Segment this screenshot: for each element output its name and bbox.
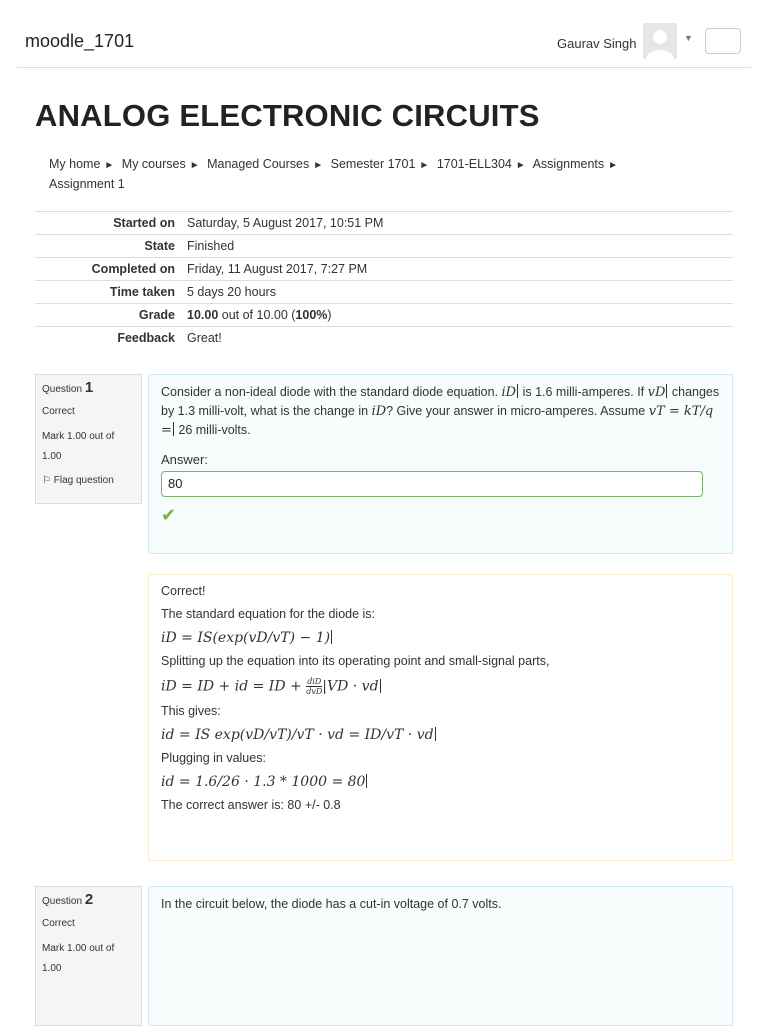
math-cursor: [435, 727, 436, 741]
feedback-equation: [161, 677, 720, 696]
summary-label: Completed on: [35, 258, 181, 281]
fraction-numerator: diD: [307, 677, 322, 686]
breadcrumb-semester[interactable]: Semester 1701: [330, 157, 416, 171]
math-vD: vD: [647, 385, 666, 400]
summary-row: [35, 327, 733, 350]
question-number-value: 2: [84, 891, 94, 908]
equation-text: iD = ID + id = ID +: [161, 678, 307, 695]
question-label: Question: [42, 384, 83, 395]
math-cursor: [380, 679, 381, 693]
grade-value: [181, 304, 733, 327]
summary-value: Great!: [181, 327, 733, 350]
breadcrumb-assignments[interactable]: Assignments: [532, 157, 605, 171]
question-1-feedback: [148, 574, 733, 861]
breadcrumb-separator: ►: [189, 160, 200, 171]
feedback-equation: [161, 727, 720, 743]
correct-answer-tolerance: +/- 0.8: [304, 798, 341, 812]
summary-row: [35, 235, 733, 258]
navbar: [0, 0, 768, 68]
feedback-text: Splitting up the equation into its operating point and small-signal parts,: [161, 654, 550, 668]
breadcrumb-separator: ►: [419, 160, 430, 171]
question-label: Question: [42, 896, 83, 907]
summary-label: Grade: [35, 304, 181, 327]
fraction-denominator: dvD: [306, 687, 323, 696]
math-iD: iD: [371, 404, 387, 419]
math-cursor: [173, 422, 174, 436]
equation-text: |VD · vd: [322, 678, 379, 695]
feedback-correct: Correct!: [161, 584, 206, 598]
page-title: ANALOG ELECTRONIC CIRCUITS: [35, 98, 540, 133]
breadcrumb-assignment-1[interactable]: Assignment 1: [49, 177, 125, 191]
grade-percent: 100%: [295, 308, 328, 322]
math-vT: vT = kT/q =: [161, 404, 714, 438]
feedback-text: The standard equation for the diode is:: [161, 607, 376, 621]
question-text: In the circuit below, the diode has a cut-in voltage of 0.7 volts.: [161, 897, 502, 911]
summary-row: [35, 304, 733, 327]
question-mark: Mark 1.00 out of 1.00: [42, 943, 115, 974]
breadcrumb-separator: ►: [104, 160, 115, 171]
answer-input[interactable]: 80: [161, 471, 703, 497]
equation-text: id = IS exp(vD/vT)/vT · vd = ID/vT · vd: [161, 727, 434, 743]
site-brand-link[interactable]: moodle_1701: [25, 31, 135, 51]
feedback-equation: [161, 774, 720, 790]
caret-down-icon[interactable]: ▼: [684, 33, 693, 43]
math-iD: iD: [501, 385, 517, 400]
feedback-text: This gives:: [161, 704, 221, 718]
question-status: Correct: [42, 406, 75, 417]
breadcrumb-my-courses[interactable]: My courses: [121, 157, 186, 171]
summary-label: State: [35, 235, 181, 258]
flag-icon: ⚐: [42, 475, 51, 486]
question-2-info: [35, 886, 142, 1026]
question-1-info: [35, 374, 142, 504]
summary-value: 5 days 20 hours: [181, 281, 733, 304]
question-status: Correct: [42, 918, 75, 929]
feedback-equation: [161, 630, 720, 646]
question-mark: Mark 1.00 out of 1.00: [42, 431, 115, 462]
breadcrumb-managed-courses[interactable]: Managed Courses: [207, 157, 310, 171]
feedback-text: Plugging in values:: [161, 751, 266, 765]
math-cursor: [517, 384, 518, 398]
avatar-silhouette-icon: [643, 23, 677, 59]
breadcrumb-course[interactable]: 1701-ELL304: [436, 157, 512, 171]
check-icon: ✔: [161, 505, 177, 525]
correct-answer-text: [161, 798, 720, 813]
summary-value: Friday, 11 August 2017, 7:27 PM: [181, 258, 733, 281]
question-text: [161, 383, 720, 440]
question-text-part: 26 milli-volts.: [174, 423, 251, 437]
question-2-formulation: [148, 886, 733, 1026]
question-number-value: 1: [84, 379, 94, 396]
breadcrumb-separator: ►: [313, 160, 324, 171]
summary-row: [35, 212, 733, 235]
summary-value: Saturday, 5 August 2017, 10:51 PM: [181, 212, 733, 235]
fraction: [306, 677, 322, 696]
user-avatar-icon[interactable]: [643, 23, 677, 59]
attempt-summary-table: [35, 211, 733, 349]
question-text-part: is 1.6 milli-amperes. If: [519, 385, 648, 399]
math-cursor: [366, 774, 367, 788]
user-name-link[interactable]: Gaurav Singh: [557, 36, 637, 51]
question-1-formulation: [148, 374, 733, 554]
answer-label: Answer:: [161, 452, 208, 467]
question-text-part: Consider a non-ideal diode with the standard diode equation.: [161, 385, 502, 399]
question-number: [42, 379, 135, 396]
navbar-divider: [17, 67, 751, 68]
flag-question-link[interactable]: [42, 475, 135, 486]
breadcrumb-separator: ►: [608, 160, 619, 171]
question-text-part: ? Give your answer in micro-amperes. Assume: [386, 404, 649, 418]
grade-score: 10.00: [187, 308, 219, 322]
summary-label: Started on: [35, 212, 181, 235]
equation-text: iD = IS(exp(vD/vT) − 1): [161, 630, 331, 646]
equation-text: id = 1.6/26 · 1.3 * 1000 = 80: [161, 774, 366, 790]
nav-menu-button[interactable]: [705, 28, 741, 54]
grade-close: ): [327, 308, 332, 322]
breadcrumb: [49, 155, 719, 193]
math-cursor: [331, 630, 332, 644]
summary-value: Finished: [181, 235, 733, 258]
grade-out-of: out of 10.00 (: [218, 308, 296, 322]
breadcrumb-separator: ►: [515, 160, 526, 171]
summary-label: Time taken: [35, 281, 181, 304]
summary-row: [35, 258, 733, 281]
correct-answer-prefix: The correct answer is: 80: [161, 798, 305, 812]
question-number: [42, 891, 135, 908]
summary-row: [35, 281, 733, 304]
summary-label: Feedback: [35, 327, 181, 350]
breadcrumb-my-home[interactable]: My home: [49, 157, 101, 171]
flag-question-label: Flag question: [53, 475, 114, 486]
question-text-part: changes by 1.3 milli-volt, what is the change in: [161, 385, 720, 418]
